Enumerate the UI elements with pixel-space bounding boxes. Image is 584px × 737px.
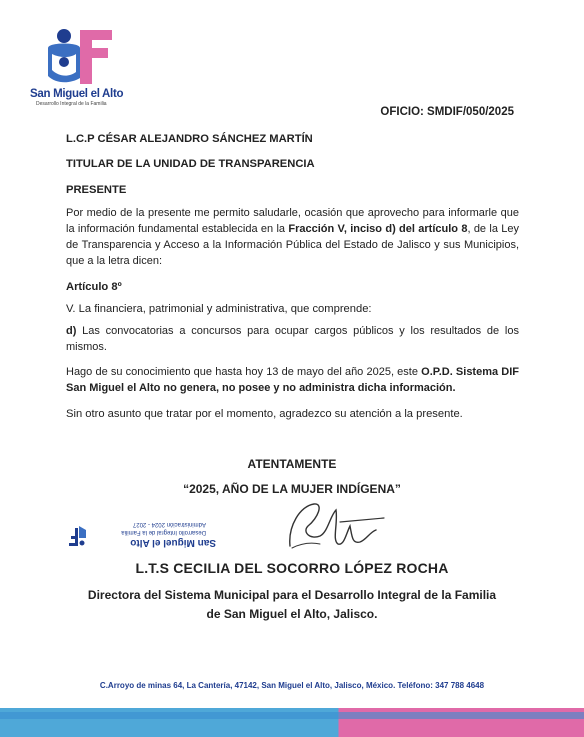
article-heading: Artículo 8º xyxy=(66,281,122,293)
statement-text: Hago de su conocimiento que hasta hoy 13 de mayo del año 2025, este xyxy=(66,366,422,378)
intro-text-a: Por medio de la presente me permito saludarle, ocasión que aprovecho para informarle que la información fundamental establecida en la xyxy=(66,207,519,235)
fraction-text: V. La financiera, patrimonial y administrativa, que comprende: xyxy=(66,303,372,315)
statement-bold: O.P.D. Sistema DIF San Miguel el Alto no genera, no posee y no administra dicha información. xyxy=(66,366,520,394)
recipient-name: L.C.P CÉSAR ALEJANDRO SÁNCHEZ MARTÍN xyxy=(66,133,313,145)
logo-name: San Miguel el Alto xyxy=(30,88,124,100)
statement-paragraph xyxy=(66,364,519,396)
recipient-title: TITULAR DE LA UNIDAD DE TRANSPARENCIA xyxy=(66,158,315,170)
handwritten-signature xyxy=(280,496,390,558)
closing-paragraph: Sin otro asunto que tratar por el momento, agradezco su atención a la presente. xyxy=(66,408,463,420)
logo-subtitle: Desarrollo Integral de la Familia xyxy=(36,101,107,107)
atentamente: ATENTAMENTE xyxy=(247,457,337,471)
presente-label: PRESENTE xyxy=(66,184,127,196)
item-d-paragraph xyxy=(66,323,519,355)
slogan: “2025, AÑO DE LA MUJER INDÍGENA” xyxy=(183,482,401,496)
item-d-label: d) xyxy=(66,325,77,337)
footer-color-bar-accent xyxy=(0,712,584,719)
signer-role-2: de San Miguel el Alto, Jalisco. xyxy=(206,607,378,621)
stamp-administration: Administración 2024 - 2027 xyxy=(132,521,206,527)
signer-name: L.T.S CECILIA DEL SOCORRO LÓPEZ ROCHA xyxy=(135,560,449,576)
intro-text-b: , de la Ley de Transparencia y Acceso a la Información Pública del Estado de Jalisco y sus Municipios, que a la letra dicen: xyxy=(66,223,519,267)
intro-text-bold: Fracción V, inciso d) del artículo 8 xyxy=(288,223,468,235)
stamp-logo-icon xyxy=(68,520,86,548)
item-d-text: Las convocatorias a concursos para ocupar cargos públicos y los resultados de los mismos. xyxy=(66,325,519,353)
institution-stamp xyxy=(66,516,216,548)
stamp-name: San Miguel el Alto xyxy=(130,537,216,548)
footer-address: C.Arroyo de minas 64, La Cantería, 47142, San Miguel el Alto, Jalisco, México. Teléfono: 347 788 4648 xyxy=(99,681,485,690)
intro-paragraph xyxy=(66,205,519,269)
signer-role-1: Directora del Sistema Municipal para el Desarrollo Integral de la Familia xyxy=(87,588,497,602)
oficio-number: OFICIO: SMDIF/050/2025 xyxy=(380,106,514,118)
stamp-subtitle: Desarrollo Integral de la Familia xyxy=(121,529,206,535)
